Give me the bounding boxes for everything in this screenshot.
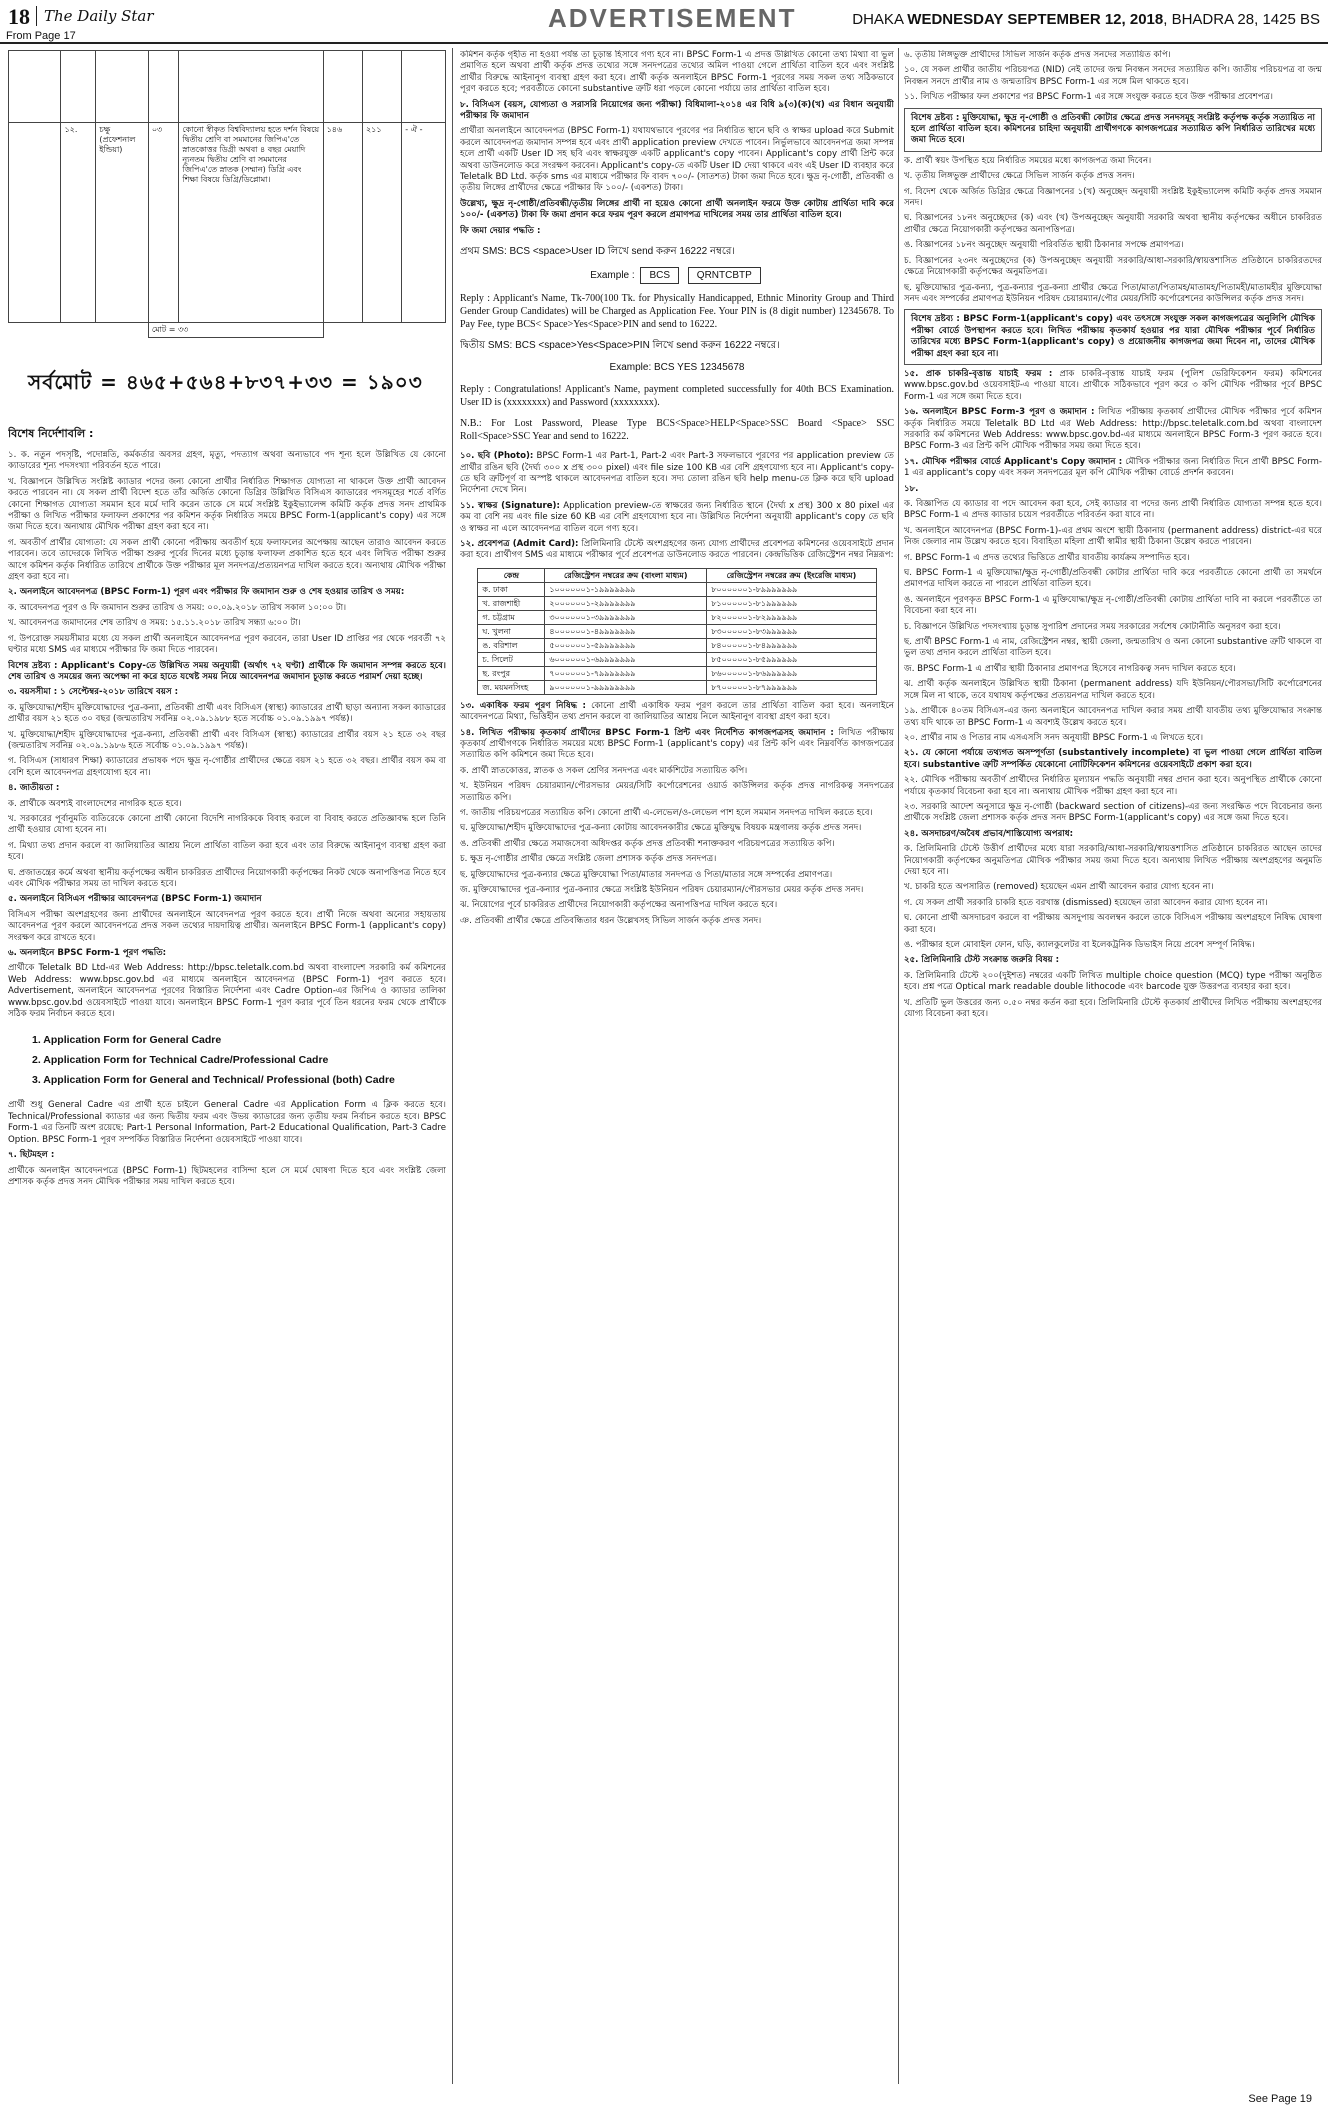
sms-step-1: প্রথম SMS: BCS <space>User ID লিখে send করুন 16222 নম্বরে। <box>460 246 735 258</box>
section-heading: ১৮. <box>904 483 919 494</box>
sms-reply-2: Reply : Congratulations! Applicant's Name, payment completed successfully for 40th BCS Examination. User ID is (xxxxxxxx) and Password (xxxxxxxx). <box>460 384 894 409</box>
section-heading: ৫. অনলাইনে বিসিএস পরীক্ষার আবেদনপত্র (BPSC Form-1) জমাদান <box>8 894 262 905</box>
masthead-divider <box>36 6 37 26</box>
list-item: ঘ. বিজ্ঞাপনের ১৮নং অনুচ্ছেদের (ক) এবং (খ) উপঅনুচ্ছেদ অনুযায়ী সরকারি অথবা স্থানীয় কর্তৃপক্ষের অধীনে চাকরিরত প্রার্থীর ক্ষেত্রে নিয়োগকারী কর্তৃপক্ষের অনাপত্তিপত্র। <box>904 213 1322 235</box>
section-heading: ১৪. লিখিত পরীক্ষায় কৃতকার্য প্রার্থীদের BPSC Form-1 প্রিন্ট এবং নির্দেশিত কাগজপত্রসহ জমাদান : <box>460 727 834 738</box>
grand-total: সর্বমোট = ৪৬৫+৫৬৪+৮৩৭+৩৩ = ১৯০৩ <box>28 370 423 394</box>
table-cell: ৩০০০০০০১-৩৯৯৯৯৯৯৯ <box>545 610 707 624</box>
list-item: ক. প্রার্থী স্নাতকোত্তর, স্নাতক ও সকল শ্রেণির সনদপত্র এবং মার্কশিটের সত্যায়িত কপি। <box>460 765 748 776</box>
section-heading: ১৬. অনলাইনে BPSC Form-3 পূরণ ও জমাদান : <box>904 407 1095 418</box>
list-item: ঙ. পরীক্ষার হলে মোবাইল ফোন, ঘড়ি, ক্যালকুলেটর বা ইলেকট্রনিক ডিভাইস নিয়ে প্রবেশ সম্পূর্ণ নিষিদ্ধ। <box>904 940 1255 950</box>
paragraph: প্রার্থীকে Teletalk BD Ltd-এর Web Address: http://bpsc.teletalk.com.bd অথবা বাংলাদেশ সরকারি কর্ম কমিশনের Web Address: www.bpsc.gov.bd এর মাধ্যমে অনলাইনে আবেদনপত্র (BPSC Form-1) পূরণ করতে হবে। Advertisement, অনলাইনে আবেদনপত্র পূরণের বিস্তারিত নির্দেশনা এবং Cadre Option-এর জিপিএ ও ক্যাডার তালিকা www.bpsc.gov.bd ওয়েবসাইটে পাওয়া যাবে। অনলাইনে BPSC Form-1 পূরণ করার পূর্বে তিন ধরনের ফরম থেকে প্রার্থীকে সঠিক ফরম নির্বাচন করতে হবে। <box>8 963 446 1020</box>
special-note-box <box>904 108 1322 152</box>
table-row <box>478 624 876 638</box>
list-item: ঞ. প্রতিবন্ধী প্রার্থীর ক্ষেত্রে প্রতিবন্ধিতার ধরন উল্লেখসহ সিভিল সার্জন কর্তৃক প্রদত্ত সনদ। <box>460 915 762 926</box>
list-item: ছ. মুক্তিযোদ্ধাদের পুত্র-কন্যার ক্ষেত্রে মুক্তিযোদ্ধা পিতা/মাতার সনদপত্র ও পিতা/মাতার সঙ্গে সম্পর্কের প্রমাণপত্র। <box>460 869 833 880</box>
list-item: ঙ. প্রতিবন্ধী প্রার্থীর ক্ষেত্রে সমাজসেবা অধিদপ্তর কর্তৃক প্রদত্ত প্রতিবন্ধী শনাক্তকরণ পরিচয়পত্রের সত্যায়িত কপি। <box>460 838 835 849</box>
page-number: 18 <box>8 4 30 29</box>
list-item: চ. বিজ্ঞাপনে উল্লিখিত পদসংখ্যায় চূড়ান্ত সুপারিশ প্রদানের সময় সরকারের সর্বশেষ কোটানীতি অনুসরণ করা হবে। <box>904 621 1281 632</box>
list-item: ঙ. বিজ্ঞাপনের ১৮নং অনুচ্ছেদ অনুযায়ী পরিবর্তিত স্থায়ী ঠিকানার সপক্ষে প্রমাণপত্র। <box>904 240 1184 251</box>
list-item: ক. প্রার্থী স্বয়ং উপস্থিত হয়ে নির্ধারিত সময়ের মধ্যে কাগজপত্র জমা দিবেন। <box>904 155 1152 166</box>
list-item: ঝ. প্রার্থী কর্তৃক অনলাইনে উল্লিখিত স্থায়ী ঠিকানা (permanent address) যদি ইউনিয়ন/পৌরসভা/সিটি কর্পোরেশনের সঙ্গে মিল না থাকে, তবে যথাযথ কর্তৃপক্ষের প্রত্যয়নপত্র দাখিল করতে হবে। <box>904 679 1322 701</box>
paragraph: ১. ক. নতুন পদসৃষ্টি, পদোন্নতি, কর্মকর্তার অবসর গ্রহণ, মৃত্যু, পদত্যাগ অথবা অন্যভাবে পদ শূন্য হলে উল্লিখিত যে কোনো ক্যাডারের শূন্য পদসংখ্যা পরিবর্তন হতে পারে। <box>8 450 446 472</box>
table-cell: ১২. <box>61 123 96 323</box>
table-cell: ঙ. বরিশাল <box>478 638 545 652</box>
example-label: Example : <box>590 270 635 282</box>
application-form-list <box>32 1030 446 1090</box>
list-item: জ. BPSC Form-1 এ প্রার্থীর স্থায়ী ঠিকানার প্রমাণপত্র হিসেবে নাগরিকত্ব সনদ দাখিল করতে হবে। <box>904 663 1236 674</box>
list-item: ৬. তৃতীয় লিঙ্গভুক্ত প্রার্থীদের সিভিল সার্জন কর্তৃক প্রদত্ত সনদের সত্যায়িত কপি। <box>904 50 1171 60</box>
column-2 <box>460 50 894 2080</box>
table-cell: জ. ময়মনসিংহ <box>478 680 545 694</box>
table-cell: ৪০০০০০০১-৪৯৯৯৯৯৯৯ <box>545 624 707 638</box>
list-item: খ. চাকরি হতে অপসারিত (removed) হয়েছেন এমন প্রার্থী আবেদন করার যোগ্য হবেন না। <box>904 882 1214 893</box>
paragraph: গ. উপরোক্ত সময়সীমার মধ্যে যে সকল প্রার্থী অনলাইনে আবেদনপত্র পূরণ করবেন, তারা User ID প্রাপ্তির পর থেকে পরবর্তী ৭২ ঘণ্টার মধ্যে SMS এর মাধ্যমে পরীক্ষার ফি জমা দিতে পারবেন। <box>8 633 446 656</box>
table-cell: ঘ. খুলনা <box>478 624 545 638</box>
column-3 <box>904 50 1322 2080</box>
cadre-table <box>8 50 446 338</box>
list-item: খ. অনলাইনে আবেদনপত্র (BPSC Form-1)-এর প্রথম অংশে স্থায়ী ঠিকানায় (permanent address) district-এর ঘরে নিজ জেলার নাম উল্লেখ করতে হবে। বিবাহিতা মহিলা প্রার্থী স্বামীর স্থায়ী ঠিকানা উল্লেখ করতে পারবেন। <box>904 525 1322 548</box>
table-cell <box>323 323 445 338</box>
sms-example <box>460 267 894 284</box>
table-cell: গ. চট্টগ্রাম <box>478 610 545 624</box>
table-cell: ৬০০০০০০১-৬৯৯৯৯৯৯৯ <box>545 652 707 666</box>
dateline-date: WEDNESDAY SEPTEMBER 12, 2018 <box>907 11 1164 28</box>
cadre-table-head-6 <box>323 51 362 123</box>
paragraph: ২০. প্রার্থীর নাম ও পিতার নাম এসএসসি সনদ অনুযায়ী BPSC Form-1 এ লিখতে হবে। <box>904 732 1204 743</box>
table-cell <box>9 123 61 323</box>
table-cell: ২১১ <box>362 123 401 323</box>
section-heading: ৪. জাতীয়তা : <box>8 783 60 794</box>
list-item: গ. জাতীয় পরিচয়পত্রের সত্যায়িত কপি। কোনো প্রার্থী এ-লেভেল/ও-লেভেল পাশ হলে সমমান সনদপত্র দাখিল করতে হবে। <box>460 808 873 818</box>
table-cell: ০৩ <box>148 123 179 323</box>
dateline <box>852 11 1320 28</box>
nb-note: N.B.: For Lost Password, Please Type BCS<Space>HELP<Space>SSC Board <Space> SSC Roll<Space>SSC Year and send to 16222. <box>460 418 894 443</box>
cadre-table-head-3 <box>96 51 148 123</box>
table-cell: ৯০০০০০০১-৯৯৯৯৯৯৯৯ <box>545 680 707 694</box>
table-cell: ৮৩০০০০০১-৮৩৯৯৯৯৯৯ <box>707 624 876 638</box>
list-item: ঝ. নিয়োগের পূর্বে চাকরিরত প্রার্থীদের নিয়োগকারী কর্তৃপক্ষের অনাপত্তিপত্র দাখিল করতে হবে। <box>460 900 778 911</box>
sms-box-keyword: BCS <box>640 267 679 284</box>
list-item: খ. ইউনিয়ন পরিষদ চেয়ারম্যান/পৌরসভার মেয়র/সিটি কর্পোরেশনের ওয়ার্ড কাউন্সিলর কর্তৃক প্রদত্ত নাগরিকত্ব সনদপত্রের সত্যায়িত কপি। <box>460 781 894 803</box>
sms-reply-1: Reply : Applicant's Name, Tk-700(100 Tk. for Physically Handicapped, Ethnic Minority Group and Third Gender Group Candidates) will be Charged as Application Fee. Your PIN is (8 digit number) 12345678. To Pay Fee, type BCS< Space>Yes<Space>PIN and send to 16222. <box>460 293 894 331</box>
paragraph: প্রার্থীরা অনলাইনে আবেদনপত্র (BPSC Form-1) যথাযথভাবে পূরণের পর নির্ধারিত স্থানে ছবি ও স্বাক্ষর upload করে Submit করলে আবেদনপত্র জমাদান সম্পন্ন হবে এবং প্রার্থী application preview দেখতে পাবেন। নির্ভুলভাবে আবেদনপত্র জমা সম্পন্ন হলে প্রার্থী একটি User ID সহ ছবি এবং স্বাক্ষরযুক্ত একটি applicant's copy পাবেন। Applicant's copy প্রার্থী প্রিন্ট করে অথবা ডাউনলোড করে সংরক্ষণ করবেন। Applicant's copy-তে একটি User ID দেয়া থাকবে এবং এই User ID ব্যবহার করে Teletalk BD Ltd. কর্তৃক sms এর মাধ্যমে পরীক্ষার ফি বাবদ ৭০০/- (সাতশত) টাকা জমা দিতে হবে। ক্ষুদ্র নৃ-গোষ্ঠী, প্রতিবন্ধী ও তৃতীয় লিঙ্গের প্রার্থীদের ক্ষেত্রে পরীক্ষার ফি ১০০/- (একশত) টাকা। <box>460 126 894 194</box>
table-row <box>9 123 446 323</box>
section-heading: ১৩. একাধিক ফরম পূরণ নিষিদ্ধ : <box>460 700 586 711</box>
list-item: চ. বিজ্ঞাপনের ২৩নং অনুচ্ছেদের (ক) উপঅনুচ্ছেদ অনুযায়ী সরকারি/আধা-সরকারি/স্বায়ত্তশাসিত প্রতিষ্ঠানে চাকরিরতদের ক্ষেত্রে নিয়োগকারী কর্তৃপক্ষের অনুমতিপত্র। <box>904 255 1322 278</box>
section-heading: ১০. ছবি (Photo): <box>460 451 534 462</box>
list-item: ঘ. BPSC Form-1 এ মুক্তিযোদ্ধা/ক্ষুদ্র নৃ-গোষ্ঠী/প্রতিবন্ধী কোটার প্রার্থিতা দাবি করে পরবর্তীতে কোনো প্রার্থী তা সমর্থনে প্রমাণপত্র দাখিল করতে না পারলে প্রার্থিতা বাতিল হবে। <box>904 568 1322 590</box>
cadre-table-head-2 <box>61 51 96 123</box>
section-heading: ১৭. মৌখিক পরীক্ষার বোর্ডে Applicant's Copy জমাদান : <box>904 456 1123 467</box>
list-item: ১১. লিখিত পরীক্ষার ফল প্রকাশের পর BPSC Form-1 এর সঙ্গে সংযুক্ত করতে হবে উক্ত পরীক্ষার প্রবেশপত্র। <box>904 92 1274 103</box>
list-item: ঘ. কোনো প্রার্থী অসদাচরণ করলে বা পরীক্ষায় অসদুপায় অবলম্বন করলে তাকে বিসিএস পরীক্ষায় অংশগ্রহণে নিষিদ্ধ ঘোষণা করা হবে। <box>904 913 1322 935</box>
table-row <box>478 680 876 694</box>
sms-box-userid: QRNTCBTP <box>688 267 761 284</box>
table-cell: ছ. রংপুর <box>478 666 545 680</box>
cadre-table-head-5 <box>179 51 323 123</box>
registration-range-table <box>477 568 876 695</box>
column-rule-1 <box>452 48 453 2084</box>
paragraph: কোনো প্রার্থী একাধিক ফরম পূরণ করলে তার প্রার্থিতা বাতিল করা হবে। অনলাইনে আবেদনপত্রে মিথ্যা, ভিত্তিহীন তথ্য প্রদান করলে বা জালিয়াতির আশ্রয় নিলে আইনানুগ ব্যবস্থা গ্রহণ করা হবে। <box>460 700 894 723</box>
list-item: খ. তৃতীয় লিঙ্গভুক্ত প্রার্থীদের ক্ষেত্রে সিভিল সার্জন কর্তৃক প্রদত্ত সনদ। <box>904 171 1135 182</box>
table-cell: ৮০০০০০০১-৮৯৯৯৯৯৯৯ <box>707 582 876 596</box>
paragraph: ২১. যে কোনো পর্যায়ে তথ্যগত অসম্পূর্ণতা (substantively incomplete) বা ভুল পাওয়া গেলে প্রার্থিতা বাতিল হবে। substantive ত্রুটি সম্পর্কিত যেকোনো নোটিফিকেশন কমিশনের ওয়েবসাইটে প্রকাশ করা হবে। <box>904 748 1322 770</box>
section-heading: ২৪. অসদাচরণ/অবৈধ প্রভাব/শাস্তিযোগ্য অপরাধ: <box>904 828 1074 839</box>
list-item: গ. BPSC Form-1 এ প্রদত্ত তথ্যের ভিত্তিতে প্রার্থীর যাবতীয় কার্যক্রম সম্পাদিত হবে। <box>904 552 1190 563</box>
cadre-table-head-1 <box>9 51 61 123</box>
section-heading: ২. অনলাইনে আবেদনপত্র (BPSC Form-1) পূরণ এবং পরীক্ষার ফি জমাদান শুরু ও শেষ হওয়ার তারিখ ও সময়: <box>8 587 405 598</box>
table-cell: ৮৭০০০০০১-৮৭৯৯৯৯৯৯ <box>707 680 876 694</box>
sms-example-2: Example: BCS YES 12345678 <box>609 362 745 374</box>
table-cell: ৮৪০০০০০১-৮৪৯৯৯৯৯৯ <box>707 638 876 652</box>
cadre-table-head-8 <box>402 51 446 123</box>
paragraph: খ. সরকারের পূর্বানুমতি ব্যতিরেকে কোনো প্রার্থী কোনো বিদেশি নাগরিককে বিবাহ করলে বা বিবাহ করতে প্রতিজ্ঞাবদ্ধ হলে তিনি প্রার্থী হওয়ার যোগ্য হবেন না। <box>8 813 446 836</box>
paragraph: লিখিত পরীক্ষায় কৃতকার্য প্রার্থীগণকে নির্ধারিত সময়ের মধ্যে BPSC Form-1 (applicant's copy) এর প্রিন্ট কপি এবং নিম্নবর্ণিত কাগজপত্রের সত্যায়িত কপি কমিশনে জমা দিতে হবে। <box>460 727 894 761</box>
paragraph: মৌখিক পরীক্ষার জন্য নির্ধারিত দিনে প্রার্থী BPSC Form-1 এর applicant's copy এবং সকল সনদপত্রের মূল কপি মৌখিক পরীক্ষা বোর্ডে প্রদর্শন করবেন। <box>904 456 1322 479</box>
subtotal: মোট = ৩৩ <box>148 323 323 338</box>
table-cell: ৮৫০০০০০১-৮৫৯৯৯৯৯৯ <box>707 652 876 666</box>
table-header: কেন্দ্র <box>478 568 545 582</box>
section-label: ADVERTISEMENT <box>548 3 797 33</box>
paragraph: কমিশন কর্তৃক গৃহীত না হওয়া পর্যন্ত তা চূড়ান্ত হিসাবে গণ্য হবে না। BPSC Form-1 এ প্রদত্ত উল্লিখিত কোনো তথ্য মিথ্যা বা ভুল প্রমাণিত হলে অথবা প্রার্থী কর্তৃক প্রদত্ত তথ্যের সঙ্গে সনদপত্রের তথ্যের অমিল পাওয়া গেলে প্রার্থিতা বাতিল হবে এবং সংশ্লিষ্ট প্রার্থীর বিরুদ্ধে আইনানুগ ব্যবস্থা গ্রহণ করা হবে। প্রার্থী কর্তৃক অনলাইনে BPSC Form-1 পূরণের সময় সকল তথ্য সঠিকভাবে পূরণ করতে হবে; পরবর্তীতে কোনো substantive ত্রুটি ধরা পড়লে কোনো পর্যায়ে তার প্রার্থিতা বাতিল হবে। <box>460 50 894 95</box>
paragraph: বিসিএস পরীক্ষা অংশগ্রহণের জন্য প্রার্থীদের অনলাইনে আবেদনপত্র পূরণ করতে হবে। প্রার্থী নিজে অথবা অন্যের সহায়তায় আবেদনপত্র পূরণ করলে আবেদনপত্রে প্রদত্ত সকল তথ্যের দায়দায়িত্ব প্রার্থীর। অনলাইনে BPSC Form-1 (applicant's copy) সংরক্ষণ করে রাখতে হবে। <box>8 909 446 943</box>
list-item: 2. Application Form for Technical Cadre/Professional Cadre <box>32 1054 329 1067</box>
special-instructions-title: বিশেষ নির্দেশাবলি : <box>8 427 94 440</box>
special-note-box <box>904 309 1322 365</box>
paragraph: খ. মুক্তিযোদ্ধা/শহীদ মুক্তিযোদ্ধাদের পুত্র-কন্যা, প্রতিবন্ধী প্রার্থী এবং বিসিএস (স্বাস্থ্য) ক্যাডারের প্রার্থীর বয়স ২১ হতে ৩২ বছর (জন্মতারিখ সর্বনিম্ন ০২.০৯.১৯৮৬ হতে সর্বোচ্চ ০১.০৯.১৯৯৭ পর্যন্ত)। <box>8 729 446 751</box>
table-cell: চ. সিলেট <box>478 652 545 666</box>
section-heading: ২৫. প্রিলিমিনারি টেস্ট সংক্রান্ত জরুরি বিষয় : <box>904 955 1060 966</box>
table-row <box>478 582 876 596</box>
list-item: ছ. মুক্তিযোদ্ধার পুত্র-কন্যা, পুত্র-কন্যার পুত্র-কন্যা প্রার্থীর ক্ষেত্রে পিতা/মাতা/পিতামহ/মাতামহ/পিতামহী/মাতামহীর মুক্তিযোদ্ধা সনদ এবং সম্পর্কের প্রমাণপত্র ইউনিয়ন পরিষদ চেয়ারম্যান/পৌর মেয়র/সিটি কর্পোরেশনের কাউন্সিলর কর্তৃক প্রদত্ত সনদ। <box>904 282 1322 304</box>
paragraph: ক. মুক্তিযোদ্ধা/শহীদ মুক্তিযোদ্ধাদের পুত্র-কন্যা, প্রতিবন্ধী প্রার্থী এবং বিসিএস (স্বাস্থ্য) ক্যাডারের প্রার্থী ছাড়া অন্যান্য সকল ক্যাডারের প্রার্থীর বয়স ২১ হতে ৩০ বছর (জন্মতারিখ সর্বনিম্ন ০২.০৯.১৯৮৮ হতে সর্বোচ্চ ০১.০৯.১৯৯৭ পর্যন্ত)। <box>8 702 446 725</box>
paragraph: ২২. মৌখিক পরীক্ষায় অবতীর্ণ প্রার্থীদের নির্ধারিত মূল্যায়ন পদ্ধতি অনুযায়ী নম্বর প্রদান করা হবে। অনুপস্থিত প্রার্থীকে কোনো পর্যায়ে কৃতকার্য বিবেচনা করা হবে না। অন্যথায় মৌখিক পরীক্ষা গ্রহণ করা হবে না। <box>904 775 1322 797</box>
table-cell: ১০০০০০০১-১৯৯৯৯৯৯৯ <box>545 582 707 596</box>
section-heading: ১১. স্বাক্ষর (Signature): <box>460 500 560 511</box>
list-item: ১০. যে সকল প্রার্থীর জাতীয় পরিচয়পত্র (NID) নেই তাদের জন্ম নিবন্ধন সনদের সত্যায়িত কপি। জাতীয় পরিচয়পত্র বা জন্ম নিবন্ধন সনদে প্রার্থীর নাম ও জন্মতারিখ BPSC Form-1 এর সঙ্গে মিল থাকতে হবে। <box>904 65 1322 87</box>
table-cell <box>9 323 149 338</box>
list-item: জ. মুক্তিযোদ্ধাদের পুত্র-কন্যার পুত্র-কন্যার ক্ষেত্রে সংশ্লিষ্ট ইউনিয়ন পরিষদ চেয়ারম্যান/পৌরসভার মেয়র কর্তৃক প্রদত্ত সনদ। <box>460 885 864 896</box>
paragraph: খ. আবেদনপত্র জমাদানের শেষ তারিখ ও সময়: ১৫.১১.২০১৮ তারিখ সন্ধ্যা ৬:০০ টা। <box>8 618 301 629</box>
section-heading: ৩. বয়সসীমা : ১ সেপ্টেম্বর-২০১৮ তারিখে বয়স : <box>8 687 179 698</box>
list-item: চ. ক্ষুদ্র নৃ-গোষ্ঠীর প্রার্থীর ক্ষেত্রে সংশ্লিষ্ট জেলা প্রশাসক কর্তৃক প্রদত্ত সনদপত্র। <box>460 854 717 865</box>
table-row <box>478 652 876 666</box>
newspaper-name: The Daily Star <box>44 7 154 25</box>
paragraph: ঘ. প্রজাতন্ত্রের কর্মে অথবা স্থানীয় কর্তৃপক্ষের অধীন চাকরিরত প্রার্থীদের নিয়োগকারী কর্তৃপক্ষের নিকট থেকে অনাপত্তিপত্র নিতে হবে এবং মৌখিক পরীক্ষার সময় তা দাখিল করতে হবে। <box>8 867 446 889</box>
table-cell: ক. ঢাকা <box>478 582 545 596</box>
paragraph: গ. বিসিএস (সাধারণ শিক্ষা) ক্যাডারের প্রভাষক পদে ক্ষুদ্র নৃ-গোষ্ঠীর প্রার্থীদের ক্ষেত্রে বয়স ২১ হতে ৩২ বছর। প্রার্থীর বয়স কম বা বেশি হলে আবেদনপত্র গ্রহণযোগ্য হবে না। <box>8 756 446 778</box>
table-row <box>9 323 446 338</box>
section-heading: ৬. অনলাইনে BPSC Form-1 পূরণ পদ্ধতি: <box>8 948 167 959</box>
paragraph: ক. প্রার্থীকে অবশ্যই বাংলাদেশের নাগরিক হতে হবে। <box>8 798 182 809</box>
list-item: ক. বিজ্ঞাপিত যে ক্যাডার বা পদে আবেদন করা হবে, সেই ক্যাডার বা পদের জন্য প্রার্থী নির্ধারিত যোগ্যতা সম্পন্ন হতে হবে। BPSC Form-1 এ প্রদত্ত ক্যাডার চয়েস পরবর্তীতে পরিবর্তন করা যাবে না। <box>904 499 1322 521</box>
paragraph: গ. মিথ্যা তথ্য প্রদান করলে বা জালিয়াতির আশ্রয় নিলে প্রার্থিতা বাতিল করা হবে এবং তার বিরুদ্ধে আইনানুগ ব্যবস্থা গ্রহণ করা হবে। <box>8 840 446 863</box>
table-row <box>478 610 876 624</box>
paragraph: প্রিলিমিনারি টেস্টে অংশগ্রহণের জন্য যোগ্য প্রার্থীদের প্রবেশপত্র কমিশনের ওয়েবসাইটে প্রদান করা হবে। প্রার্থীগণ SMS এর মাধ্যমে পরীক্ষার পূর্বে প্রবেশপত্র ডাউনলোড করতে পারবেন। কেন্দ্রভিত্তিক রেজিস্ট্রেশন নম্বর নিম্নরূপ: <box>460 538 894 561</box>
paragraph: প্রার্থী শুধু General Cadre এর প্রার্থী হতে চাইলে General Cadre এর Application Form এ ক্লিক করতে হবে। Technical/Professional ক্যাডার এর জন্য দ্বিতীয় ফরম এবং উভয় ক্যাডারের জন্য তৃতীয় ফরম নির্বাচন করতে হবে। BPSC Form-1 এর তিনটি অংশ রয়েছে: Part-1 Personal Information, Part-2 Educational Qualification, Part-3 Cadre Option. BPSC Form-1 পূরণ সম্পর্কিত বিস্তারিত নির্দেশনা ওয়েবসাইটে পাওয়া যাবে। <box>8 1100 446 1145</box>
table-row <box>478 638 876 652</box>
paragraph: BPSC Form-1 এর Part-1, Part-2 এবং Part-3 সফলভাবে পূরণের পর application preview তে প্রার্থীর রঙিন ছবি (দৈর্ঘ্য ৩০০ x প্রস্থ ৩০০ pixel) এবং file size 100 KB এর বেশি গ্রহণযোগ্য হবে না। Applicant's copy-তে ছবি ত্রুটিপূর্ণ বা অস্পষ্ট থাকলে আবেদনপত্র বাতিল হবে। সদ্য তোলা রঙিন ছবি help menu-তে ক্লিক করে ছবি upload নির্দেশনা দেখে নিন। <box>460 451 894 496</box>
section-heading: ৭. ছিটমহল : <box>8 1150 55 1161</box>
table-row <box>478 666 876 680</box>
cadre-table-head-7 <box>362 51 401 123</box>
table-cell: ৭০০০০০০১-৭৯৯৯৯৯৯৯ <box>545 666 707 680</box>
list-item: ঙ. অনলাইনে পূরণকৃত BPSC Form-1 এ মুক্তিযোদ্ধা/ক্ষুদ্র নৃ-গোষ্ঠী/প্রতিবন্ধী কোটায় প্রার্থিতা দাবি না করলে পরবর্তীতে তা বিবেচনা করা হবে না। <box>904 594 1322 617</box>
cadre-table-head-4 <box>148 51 179 123</box>
table-cell: কোনো স্বীকৃত বিশ্ববিদ্যালয় হতে দর্শন বিষয়ে দ্বিতীয় শ্রেণি বা সমমানের জিপিএ'তে স্নাতকোত্তর ডিগ্রী অথবা ৪ বছর মেয়াদি ন্যূনতম দ্বিতীয় শ্রেণি বা সমমানের জিপিএ'তে স্নাতক (সম্মান) ডিগ্রি এবং শিক্ষা বিষয়ে ডিগ্রি/ডিপ্লোমা। <box>179 123 323 323</box>
table-cell: চক্ষু (প্রফেশনাল ইন্ডিয়া) <box>96 123 148 323</box>
table-cell: ১৪৬ <box>323 123 362 323</box>
masthead <box>0 0 1328 44</box>
paragraph: খ. বিজ্ঞাপনে উল্লিখিত সংশ্লিষ্ট ক্যাডার পদের জন্য কোনো প্রার্থীর নির্ধারিত শিক্ষাগত যোগ্যতা না থাকলে উক্ত প্রার্থী আবেদন করতে পারবেন না। যে সকল প্রার্থী বিদেশ হতে তাঁর অর্জিত কোনো ডিগ্রির উল্লিখিত বিসিএস ক্যাডারের পদসমূহের শর্তে বর্ণিত কোনো শিক্ষাগত যোগ্যতা সমমান হবে মর্মে দাবি করেন তাকে সে মর্মে সংশ্লিষ্ট ইকুইভ্যালেন্স কমিটি কর্তৃক প্রদত্ত সনদ প্রাথমিক পরীক্ষা ও লিখিত পরীক্ষার ফলাফল প্রকাশের পর কমিশন কর্তৃক নির্ধারিত সময়ে BPSC Form-1(applicant's copy) এর সঙ্গে জমা দিতে হবে। অন্যথায় মৌখিক পরীক্ষা গ্রহণ করা হবে না। <box>8 476 446 533</box>
paragraph: গ. অবতীর্ণ প্রার্থীর যোগ্যতা: যে সকল প্রার্থী কোনো পরীক্ষায় অবতীর্ণ হয়ে ফলাফলের অপেক্ষায় আছেন তারাও আবেদন করতে পারবেন। তবে তাদেরকে লিখিত পরীক্ষা শুরুর পূর্বের দিনের মধ্যে চূড়ান্ত ফলাফল প্রকাশিত হতে হবে এবং লিখিত পরীক্ষা শুরুর আগে কমিশন কর্তৃক নির্ধারিত তারিখে প্রার্থীকে উক্ত পরীক্ষার মূল সনদপত্র/প্রত্যয়নপত্র দাখিল করতে হবে। অন্যথায় মৌখিক পরীক্ষা গ্রহণ করা হবে না। <box>8 537 446 583</box>
column-rule-2 <box>898 48 899 2084</box>
list-item: ক. প্রিলিমিনারি টেস্টে ২০০(দুইশত) নম্বরের একটি লিখিত multiple choice question (MCQ) type পরীক্ষা অনুষ্ঠিত হবে। প্রশ্ন পত্রে Optical mark readable double lithocode এবং barcode যুক্ত উত্তরপত্র ব্যবহার করা হবে। <box>904 970 1322 993</box>
list-item: ছ. প্রার্থী BPSC Form-1 এ নাম, রেজিস্ট্রেশন নম্বর, স্থায়ী জেলা, জন্মতারিখ ও অন্য কোনো substantive ত্রুটি থাকলে বা ভুল তথ্য প্রদান করলে প্রার্থিতা বাতিল হবে। <box>904 637 1322 659</box>
table-cell: ৮১০০০০০১-৮১৯৯৯৯৯৯ <box>707 596 876 610</box>
list-item: 3. Application Form for General and Technical/ Professional (both) Cadre <box>32 1074 395 1087</box>
list-item: গ. যে সকল প্রার্থী সরকারি চাকরি হতে বরখাস্ত (dismissed) হয়েছেন তারা আবেদন করার যোগ্য হবেন না। <box>904 897 1268 908</box>
table-header: রেজিস্ট্রেশন নম্বরের ক্রম (বাংলা মাধ্যম) <box>545 568 707 582</box>
section-heading: ফি জমা দেয়ার পদ্ধতি : <box>460 225 541 236</box>
table-cell: - ঐ - <box>402 123 446 323</box>
table-cell: ৫০০০০০০১-৫৯৯৯৯৯৯৯ <box>545 638 707 652</box>
section-heading: ১২. প্রবেশপত্র (Admit Card): <box>460 538 579 549</box>
list-item: গ. বিদেশ থেকে অর্জিত ডিগ্রির ক্ষেত্রে বিজ্ঞাপনের ১(খ) অনুচ্ছেদ অনুযায়ী সংশ্লিষ্ট ইকুইভ্যালেন্স কমিটি কর্তৃক প্রদত্ত সমমান সনদ। <box>904 186 1322 209</box>
table-cell: ৮২০০০০০১-৮২৯৯৯৯৯৯ <box>707 610 876 624</box>
list-item: ঘ. মুক্তিযোদ্ধা/শহীদ মুক্তিযোদ্ধাদের পুত্র-কন্যা কোটায় আবেদনকারীর ক্ষেত্রে মুক্তিযুদ্ধ বিষয়ক মন্ত্রণালয় কর্তৃক প্রদত্ত সনদ। <box>460 823 862 834</box>
list-item: ক. প্রিলিমিনারি টেস্টে উত্তীর্ণ প্রার্থীদের মধ্যে যারা সরকারি/আধা-সরকারি/স্বায়ত্তশাসিত প্রতিষ্ঠানে চাকরিরত আছেন তাদের নিয়োগকারী কর্তৃপক্ষের অনুমতিপত্র মৌখিক পরীক্ষার সময় জমা দিতে হবে। অন্যথায় লিখিত পরীক্ষায় অংশগ্রহণের অনুমতি দেয়া হবে না। <box>904 844 1322 877</box>
table-cell: ৮৬০০০০০১-৮৬৯৯৯৯৯৯ <box>707 666 876 680</box>
from-page-note: From Page 17 <box>6 30 80 42</box>
dateline-bs-date: , BHADRA 28, 1425 BS <box>1163 11 1320 28</box>
table-cell: ২০০০০০০১-২৯৯৯৯৯৯৯ <box>545 596 707 610</box>
paragraph: লিখিত পরীক্ষায় কৃতকার্য প্রার্থীদের মৌখিক পরীক্ষার পূর্বে কমিশন কর্তৃক নির্ধারিত সময়ে Teletalk BD Ltd এর Web Address: http://bpsc.teletalk.com.bd অথবা বাংলাদেশ সরকারি কর্ম কমিশনের Web Address: www.bpsc.gov.bd-এর মাধ্যমে অনলাইনে BPSC Form-3 পূরণ করতে হবে। BPSC Form-3 এর প্রিন্ট কপি মৌখিক পরীক্ষার সময় জমা দিতে হবে। <box>904 407 1322 452</box>
paragraph-bold: উল্লেখ্য, ক্ষুদ্র নৃ-গোষ্ঠী/প্রতিবন্ধী/তৃতীয় লিঙ্গের প্রার্থী না হয়েও কোনো প্রার্থী অনলাইন ফরমে উক্ত কোটায় প্রার্থিতা দাবি করে ১০০/- (একশত) টাকা ফি জমা প্রদান করে ফরম পূরণ করলে প্রমাণপত্র দাখিলের সময় তার প্রার্থিতা বাতিল হবে। <box>460 198 894 221</box>
special-note: বিশেষ দ্রষ্টব্য : মুক্তিযোদ্ধা, ক্ষুদ্র নৃ-গোষ্ঠী ও প্রতিবন্ধী কোটার ক্ষেত্রে প্রদত্ত সনদসমূহ সংশ্লিষ্ট কর্তৃপক্ষ কর্তৃক সত্যায়িত না হলে প্রার্থিতা বাতিল হবে। কমিশনের চাহিদা অনুযায়ী প্রার্থীগণকে কাগজপত্রের সত্যায়িত কপি নির্ধারিত তারিখের মধ্যে জমা দিতে হবে। <box>911 112 1315 146</box>
paragraph: Application preview-তে স্বাক্ষরের জন্য নির্ধারিত স্থানে (দৈর্ঘ্য x প্রস্থ) 300 x 80 pixel এর কম বা বেশি নয় এবং file size 60 KB এর বেশি গ্রহণযোগ্য হবে না। উল্লিখিত নির্দেশনা অনুযায়ী applicant's copy তে ছবি ও স্বাক্ষর না এলে আবেদনপত্র বাতিল বলে গণ্য হবে। <box>460 500 894 534</box>
paragraph: ২৩. সরকারি আদেশ অনুসারে ক্ষুদ্র নৃ-গোষ্ঠী (backward section of citizens)-এর জন্য সংরক্ষিত পদে বিবেচনার জন্য প্রার্থীকে সংশ্লিষ্ট জেলা প্রশাসক কর্তৃক প্রদত্ত সনদ BPSC Form-1(applicant's copy) এর সঙ্গে জমা দিতে হবে। <box>904 801 1322 824</box>
column-1 <box>8 50 446 2080</box>
paragraph: প্রাক চাকরি-বৃত্তান্ত যাচাই ফরম (পুলিশ ভেরিফিকেশন ফরম) কমিশনের www.bpsc.gov.bd ওয়েবসাইট-এ পাওয়া যাবে। প্রার্থীকে সঠিকভাবে পূরণ করে ৩ কপি মৌখিক পরীক্ষার পূর্বে BPSC Form-1 এর সঙ্গে জমা দিতে হবে। <box>904 368 1322 402</box>
table-cell: খ. রাজশাহী <box>478 596 545 610</box>
table-header: রেজিস্ট্রেশন নম্বরের ক্রম (ইংরেজি মাধ্যম) <box>707 568 876 582</box>
section-heading: ১৫. প্রাক চাকরি-বৃত্তান্ত যাচাই ফরম : <box>904 368 1053 379</box>
sms-step-2: দ্বিতীয় SMS: BCS <space>Yes<Space>PIN লিখে send করুন 16222 নম্বরে। <box>460 340 780 352</box>
section-heading: ৮. বিসিএস (বয়স, যোগ্যতা ও সরাসরি নিয়োগের জন্য পরীক্ষা) বিধিমালা-২০১৪ এর বিধি ৯(৩)(ক)(খ) এর বিধান অনুযায়ী পরীক্ষার ফি জমাদান <box>460 99 894 122</box>
special-note: বিশেষ দ্রষ্টব্য : Applicant's Copy-তে উল্লিখিত সময় অনুযায়ী (অর্থাৎ ৭২ ঘণ্টা) প্রার্থীকে ফি জমাদান সম্পন্ন করতে হবে। শেষ তারিখ ও সময়ের জন্য অপেক্ষা না করে হাতে যথেষ্ট সময় নিয়ে আবেদনপত্র জমাদান চূড়ান্ত করতে পরামর্শ দেয়া হচ্ছে। <box>8 660 446 682</box>
dateline-city: DHAKA <box>852 11 908 28</box>
table-row <box>478 596 876 610</box>
paragraph: ১৯. প্রার্থীকে ৪০তম বিসিএস-এর জন্য অনলাইনে আবেদনপত্র দাখিল করার সময় প্রার্থী যাবতীয় তথ্য মুক্তিযোদ্ধার সংক্রান্ত তথ্য যদি থাকে তা BPSC Form-1 এ অবশ্যই উল্লেখ করতে হবে। <box>904 706 1322 728</box>
paragraph: প্রার্থীকে অনলাইন আবেদনপত্রে (BPSC Form-1) ছিটমহলের বাসিন্দা হলে সে মর্মে ঘোষণা দিতে হবে এবং সংশ্লিষ্ট জেলা প্রশাসক কর্তৃক প্রদত্ত সনদ মৌখিক পরীক্ষার সময় দাখিল করতে হবে। <box>8 1165 446 1187</box>
list-item: 1. Application Form for General Cadre <box>32 1034 222 1047</box>
special-note: বিশেষ দ্রষ্টব্য : BPSC Form-1(applicant's copy) এবং তৎসঙ্গে সংযুক্ত সকল কাগজপত্রের অনুলিপি মৌখিক পরীক্ষা বোর্ডে উপস্থাপন করতে হবে। লিখিত পরীক্ষায় কৃতকার্য হওয়ার পর যারা মৌখিক পরীক্ষার পূর্বে নির্ধারিত তারিখের মধ্যে BPSC Form-1(applicant's copy) ও প্রয়োজনীয় কাগজপত্র জমা দিবেন না, তাদের মৌখিক পরীক্ষা গ্রহণ করা হবে না। <box>911 314 1315 359</box>
list-item: খ. প্রতিটি ভুল উত্তরের জন্য ০.৫০ নম্বর কর্তন করা হবে। প্রিলিমিনারি টেস্টে কৃতকার্য প্রার্থীদের লিখিত পরীক্ষায় অংশগ্রহণের যোগ্য বিবেচনা করা হবে। <box>904 997 1322 1020</box>
see-page-note: See Page 19 <box>1248 2093 1312 2105</box>
paragraph: ক. আবেদনপত্র পূরণ ও ফি জমাদান শুরুর তারিখ ও সময়: ০০.০৯.২০১৮ তারিখ সকাল ১০:০০ টা। <box>8 602 347 613</box>
